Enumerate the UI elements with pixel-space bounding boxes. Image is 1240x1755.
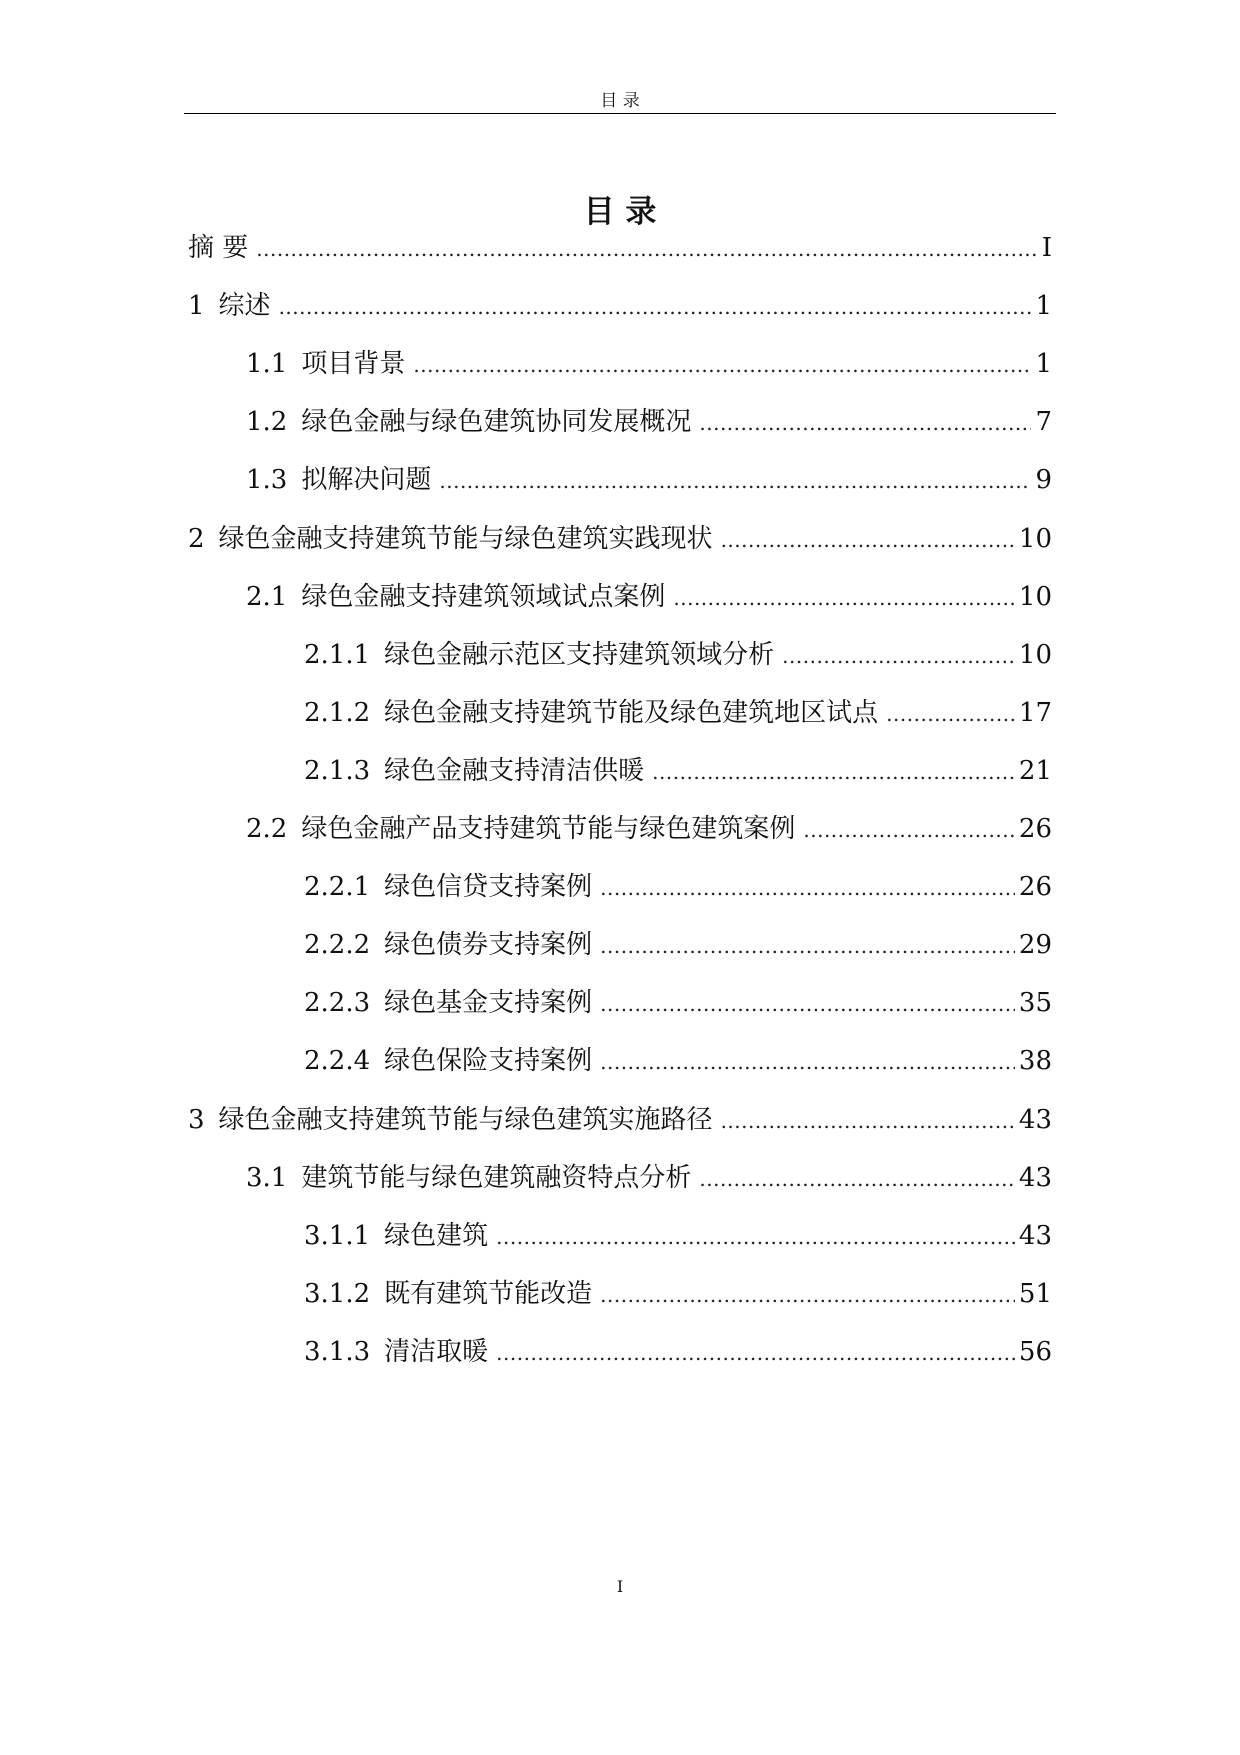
toc-entry[interactable]: [246, 404, 1052, 440]
toc-entry-number: 1.2: [246, 407, 288, 438]
toc-entry-title: 绿色金融支持清洁供暖: [384, 755, 645, 786]
toc-entry-number: 2.2.2: [304, 930, 371, 961]
toc-entry-page: 43: [1018, 1220, 1052, 1251]
toc-entry-number: 2.1.3: [304, 755, 371, 786]
toc-entry-title: 绿色基金支持案例: [384, 988, 593, 1019]
toc-entry[interactable]: [304, 1218, 1052, 1254]
toc-dot-leader: [600, 928, 1015, 964]
toc-entry[interactable]: [304, 637, 1052, 673]
toc-entry-page: 38: [1018, 1046, 1052, 1077]
page-number: I: [616, 1577, 624, 1596]
toc-dot-leader: [652, 754, 1015, 790]
toc-entry-number: 3.1.2: [304, 1278, 371, 1309]
toc-entry-number: 1.1: [246, 349, 288, 380]
toc-entry-number: 2: [188, 523, 205, 554]
toc-entry-number: 3.1.3: [304, 1336, 371, 1367]
toc-entry-number: 2.2: [246, 814, 288, 844]
toc-entry-page: 9: [1035, 465, 1052, 496]
toc-entry[interactable]: [188, 230, 1052, 266]
toc-entry-page: 51: [1018, 1278, 1052, 1309]
toc-entry[interactable]: [188, 1102, 1052, 1138]
toc-dot-leader: [782, 638, 1015, 674]
toc-entry-title: 绿色金融支持建筑节能与绿色建筑实施路径: [218, 1104, 713, 1135]
toc-entry-page: 10: [1018, 639, 1052, 670]
toc-entry-title: 绿色保险支持案例: [384, 1046, 593, 1077]
toc-entry-page: 7: [1035, 407, 1052, 438]
toc-entry-number: 1.3: [246, 465, 288, 496]
toc-entry-page: I: [1041, 233, 1052, 263]
toc-entry-page: 35: [1018, 988, 1052, 1019]
toc-entry[interactable]: [246, 811, 1052, 847]
toc-entry-number: 3.1.1: [304, 1220, 371, 1251]
toc-dot-leader: [721, 1103, 1015, 1139]
toc-dot-leader: [279, 289, 1032, 325]
toc-entry-title: 绿色金融与绿色建筑协同发展概况: [301, 407, 692, 438]
toc-entry-number: 2.2.3: [304, 988, 371, 1019]
toc-entry-title: 摘 要: [188, 233, 249, 263]
toc-entry[interactable]: [304, 1334, 1052, 1370]
toc-dot-leader: [673, 580, 1015, 616]
toc-entry-title: 绿色金融支持建筑领域试点案例: [301, 581, 666, 612]
toc-dot-leader: [413, 347, 1031, 383]
toc-entry-page: 26: [1018, 872, 1052, 903]
toc-entry[interactable]: [246, 462, 1052, 498]
toc-entry-page: 43: [1018, 1162, 1052, 1193]
toc-entry[interactable]: [304, 695, 1052, 731]
toc-entry[interactable]: [188, 521, 1052, 557]
toc-dot-leader: [600, 1277, 1015, 1313]
toc-dot-leader: [886, 696, 1015, 732]
toc-entry-title: 绿色债券支持案例: [384, 930, 593, 961]
toc-dot-leader: [600, 870, 1015, 906]
toc-entry-title: 建筑节能与绿色建筑融资特点分析: [301, 1162, 692, 1193]
toc-dot-leader: [721, 522, 1015, 558]
toc-entry-title: 绿色金融支持建筑节能及绿色建筑地区试点: [384, 697, 879, 728]
toc-entry[interactable]: [304, 753, 1052, 789]
page-title: 目 录: [583, 194, 657, 230]
toc-entry-title: 绿色信贷支持案例: [384, 872, 593, 903]
toc-dot-leader: [600, 986, 1015, 1022]
toc-entry-title: 绿色金融示范区支持建筑领域分析: [384, 639, 775, 670]
toc-dot-leader: [439, 463, 1031, 499]
toc-entry-title: 绿色金融支持建筑节能与绿色建筑实践现状: [218, 523, 713, 554]
toc-dot-leader: [600, 1044, 1015, 1080]
toc-entry[interactable]: [304, 927, 1052, 963]
toc-entry-number: 2.1.1: [304, 639, 371, 670]
toc-dot-leader: [256, 231, 1037, 267]
toc-entry[interactable]: [304, 1043, 1052, 1079]
toc-entry[interactable]: [246, 579, 1052, 615]
toc-entry-page: 29: [1018, 930, 1052, 961]
toc-entry-page: 21: [1018, 755, 1052, 786]
toc-entry[interactable]: [246, 1160, 1052, 1196]
toc-entry-title: 综述: [218, 291, 271, 322]
toc-dot-leader: [699, 1161, 1015, 1197]
toc-entry-page: 10: [1018, 581, 1052, 612]
toc-dot-leader: [496, 1219, 1015, 1255]
toc-entry-number: 3.1: [246, 1162, 288, 1193]
toc-entry-title: 拟解决问题: [301, 465, 432, 496]
toc-entry-page: 1: [1035, 291, 1052, 322]
toc-entry-number: 2.1: [246, 581, 288, 612]
toc-entry-page: 1: [1035, 349, 1052, 380]
toc-entry-number: 2.2.1: [304, 872, 371, 903]
toc-entry-page: 26: [1018, 814, 1052, 844]
toc-entry-page: 43: [1018, 1104, 1052, 1135]
toc-entry-title: 既有建筑节能改造: [384, 1278, 593, 1309]
toc-entry-page: 17: [1018, 697, 1052, 728]
toc-entry-title: 清洁取暖: [384, 1336, 489, 1367]
toc-entry-number: 2.2.4: [304, 1046, 371, 1077]
toc-entry-title: 绿色建筑: [384, 1220, 489, 1251]
toc-entry[interactable]: [304, 869, 1052, 905]
toc-entry[interactable]: [304, 1276, 1052, 1312]
toc-entry-number: 3: [188, 1104, 205, 1135]
toc-entry[interactable]: [246, 346, 1052, 382]
toc-entry-title: 项目背景: [301, 349, 406, 380]
toc-dot-leader: [699, 405, 1031, 441]
toc-dot-leader: [803, 812, 1015, 848]
toc-entry-title: 绿色金融产品支持建筑节能与绿色建筑案例: [301, 814, 796, 844]
running-header: 目 录: [600, 91, 640, 111]
toc-entry-number: 2.1.2: [304, 697, 371, 728]
toc-entry-page: 56: [1018, 1336, 1052, 1367]
toc-dot-leader: [496, 1335, 1015, 1371]
toc-entry[interactable]: [188, 288, 1052, 324]
toc-entry-number: 1: [188, 291, 205, 322]
toc-entry-page: 10: [1018, 523, 1052, 554]
toc-entry[interactable]: [304, 985, 1052, 1021]
